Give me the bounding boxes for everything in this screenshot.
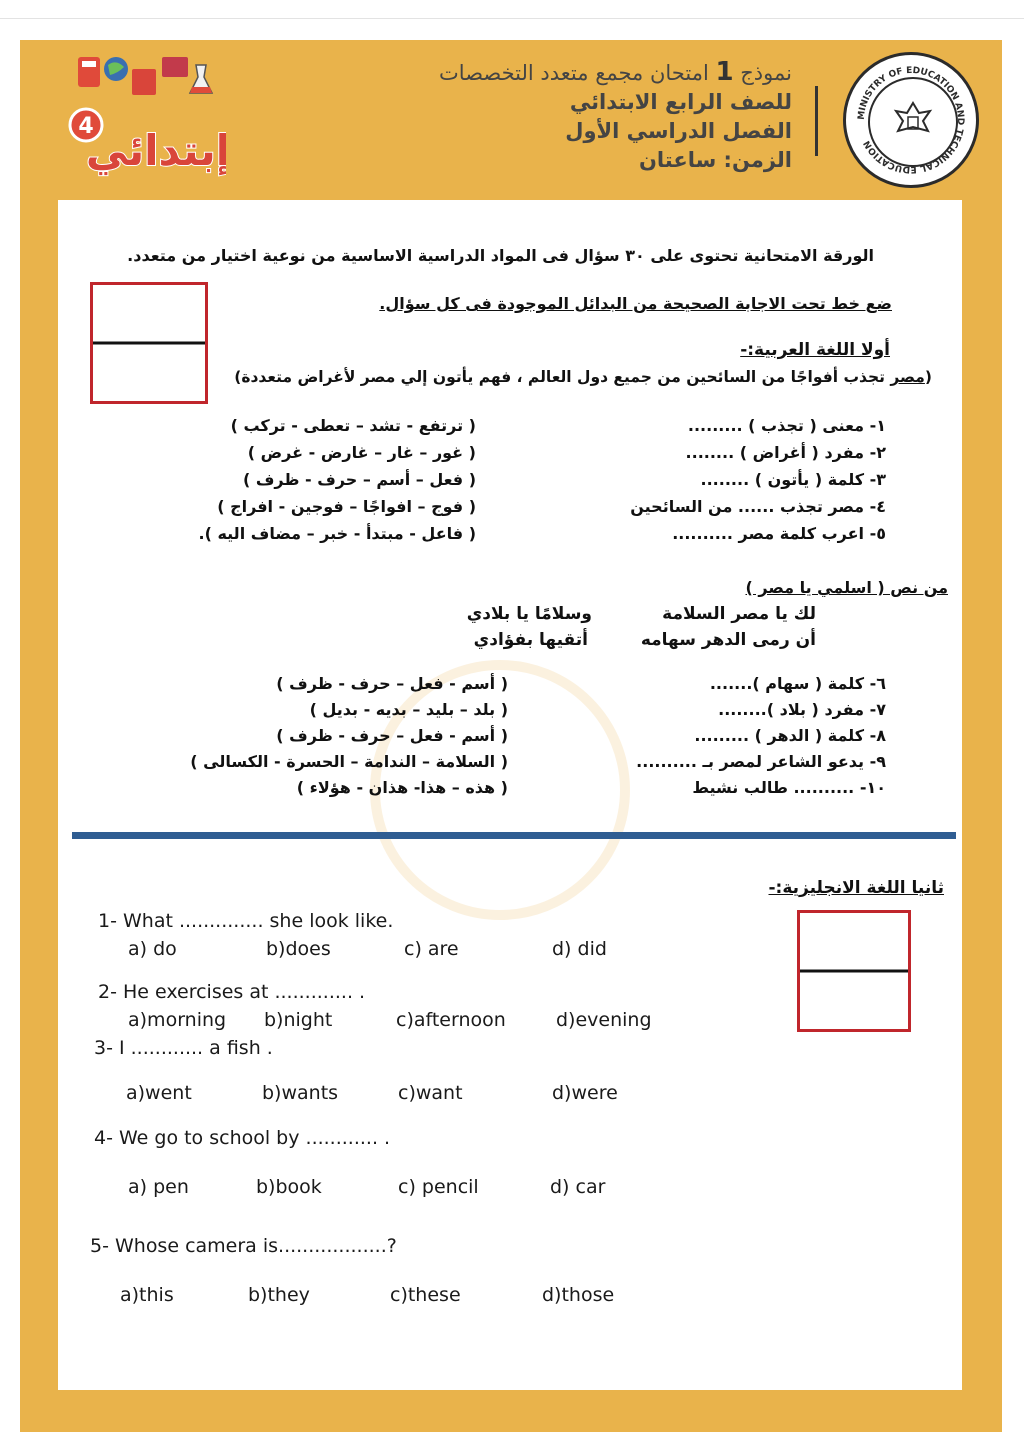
instruction-text: ضع خط تحت الاجابة الصحيحة من البدائل الموجودة فى كل سؤال.	[379, 294, 892, 313]
arabic-q9-options: ( السلامة – الندامة – الحسرة - الكسالى )	[190, 752, 508, 771]
english-q1-opt-d: d) did	[552, 938, 607, 960]
intro-text: الورقة الامتحانية تحتوى على ٣٠ سؤال فى المواد الدراسية الاساسية من نوعية اختيار من متعدد.	[127, 246, 874, 265]
poem-line2b: أتقيها بفؤادي	[473, 630, 588, 650]
book-icon	[132, 69, 156, 95]
seal-text: MINISTRY OF EDUCATION AND TECHNICAL EDUCATION	[856, 65, 966, 175]
time-label: الزمن: ساعتان	[638, 148, 792, 172]
english-q2-opt-a: a)morning	[128, 1009, 227, 1031]
grade-label: للصف الرابع الابتدائي	[569, 90, 792, 114]
poem-line2a: أن رمى الدهر سهامه	[640, 630, 816, 650]
english-section-title: ثانيا اللغة الانجليزية:-	[768, 878, 944, 898]
arabic-q6: ٦- كلمة ( سهام ).......	[709, 674, 886, 693]
english-q2-opt-d: d)evening	[556, 1009, 652, 1031]
english-q1-opt-c: c) are	[404, 938, 459, 960]
english-q5-opt-b: b)they	[248, 1284, 310, 1306]
seal-emblem	[868, 77, 958, 167]
term-label: الفصل الدراسي الأول	[565, 119, 792, 143]
section-divider	[72, 832, 956, 839]
english-q4: 4- We go to school by ............ .	[94, 1127, 391, 1149]
logo-word: إبتدائي	[85, 126, 226, 175]
arabic-q4-options: ( فوج – افواجًا – فوجين - افراج )	[217, 497, 476, 516]
arabic-q9: ٩- يدعو الشاعر لمصر بـ ..........	[636, 752, 886, 771]
english-q3-opt-d: d)were	[552, 1082, 618, 1104]
arabic-q2: ٢- مفرد ( أغراض ) ........	[685, 443, 886, 462]
header-text	[439, 58, 792, 175]
english-q1-opt-b: b)does	[266, 938, 331, 960]
primary-logo	[66, 55, 226, 185]
arabic-q3: ٣- كلمة ( يأتون ) ........	[700, 470, 886, 489]
arabic-q1-options: ( ترتفع - تشد – تعطى - تركب )	[230, 416, 476, 435]
ministry-seal-icon	[843, 52, 979, 188]
header-separator	[815, 86, 818, 156]
arabic-q10-options: ( هذه – هذا- هذان - هؤلاء )	[296, 778, 508, 797]
arabic-q5: ٥- اعرب كلمة مصر ..........	[672, 524, 886, 543]
poem-line1b: وسلامًا يا بلادي	[466, 604, 592, 624]
english-q2-opt-b: b)night	[264, 1009, 333, 1031]
arabic-q7-options: ( بلد – بليد – بديه - بديل )	[309, 700, 508, 719]
english-q5-opt-c: c)these	[390, 1284, 461, 1306]
english-q1-opt-a: a) do	[128, 938, 177, 960]
passage-keyword: مصر	[890, 368, 925, 386]
english-q3: 3- I ............ a fish .	[94, 1037, 273, 1059]
arabic-q7: ٧- مفرد ( بلاد )........	[718, 700, 886, 719]
english-q3-opt-a: a)went	[126, 1082, 192, 1104]
arabic-q4: ٤- مصر تجذب ...... من السائحين	[630, 497, 886, 516]
english-q3-opt-c: c)want	[398, 1082, 463, 1104]
english-q4-opt-c: c) pencil	[398, 1176, 479, 1198]
english-q2: 2- He exercises at ............. .	[98, 981, 366, 1003]
english-q5: 5- Whose camera is..................?	[90, 1235, 397, 1257]
arabic-q2-options: ( غور – غار – غارض - غرض )	[247, 443, 476, 462]
arabic-q1: ١- معنى ( تجذب ) .........	[687, 416, 886, 435]
score-box-english	[797, 910, 911, 1032]
arabic-q6-options: ( أسم - فعل – حرف - ظرف )	[276, 674, 508, 693]
english-q3-opt-b: b)wants	[262, 1082, 339, 1104]
arabic-q10: ١٠- .......... طالب نشيط	[692, 778, 886, 797]
poem-line1a: لك يا مصر السلامة	[662, 604, 816, 624]
english-q2-opt-c: c)afternoon	[396, 1009, 506, 1031]
english-q5-opt-d: d)those	[542, 1284, 615, 1306]
passage: (مصر تجذب أفواجًا من السائحين من جميع دول العالم ، فهم يأتون إلي مصر لأغراض متعددة)	[234, 368, 932, 386]
notebook-icon	[162, 57, 188, 77]
score-box-arabic	[90, 282, 208, 404]
arabic-q8-options: ( أسم - فعل – حرف - ظرف )	[276, 726, 508, 745]
english-q5-opt-a: a)this	[120, 1284, 174, 1306]
english-q4-opt-d: d) car	[550, 1176, 606, 1198]
english-q4-opt-a: a) pen	[128, 1176, 189, 1198]
arabic-q8: ٨- كلمة ( الدهر ) .........	[694, 726, 886, 745]
poem-title: من نص ( اسلمي يا مصر )	[745, 578, 948, 597]
english-q4-opt-b: b)book	[256, 1176, 322, 1198]
logo-number: 4	[78, 114, 94, 139]
arabic-section-title: أولا اللغة العربية:-	[740, 340, 890, 360]
arabic-q5-options: ( فاعل - مبتدأ - خبر – مضاف اليه ).	[198, 524, 476, 543]
arabic-q3-options: ( فعل – أسم – حرف - ظرف )	[242, 470, 476, 489]
english-q1: 1- What .............. she look like.	[98, 910, 394, 932]
exam-title: نموذج 1 امتحان مجمع متعدد التخصصات	[439, 57, 792, 87]
top-divider	[0, 18, 1024, 19]
